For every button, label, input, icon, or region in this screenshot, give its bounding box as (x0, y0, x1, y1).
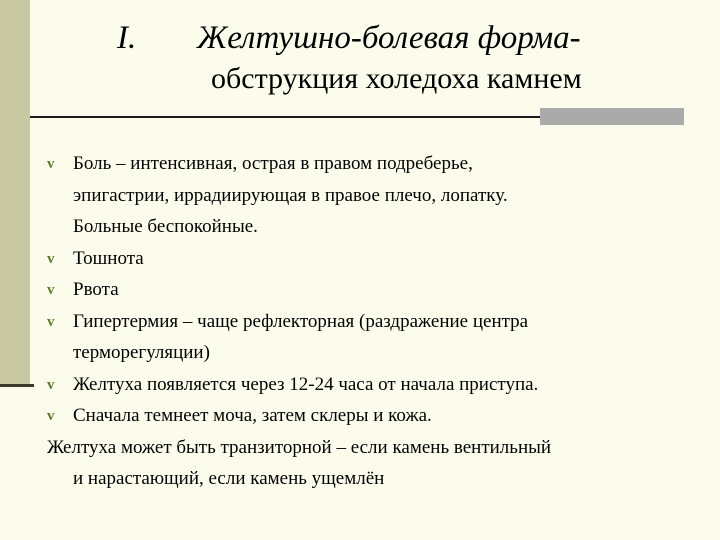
bullet-text-line: Желтуха появляется через 12-24 часа от начала приступа. (73, 373, 539, 395)
bullet-text-line: терморегуляции) (73, 342, 210, 363)
slide-body (47, 148, 717, 495)
title-underline-box (540, 108, 684, 125)
note-text-line: и нарастающий, если камень ущемлён (73, 468, 385, 489)
note-text-line: Желтуха может быть транзиторной – если камень вентильный (47, 436, 552, 458)
checkmark-bullet-icon: v (47, 313, 55, 330)
bullet-text-line: Гипертермия – чаще рефлекторная (раздражение центра (73, 310, 529, 332)
bullet-item-hyperthermia (47, 306, 717, 369)
bullet-item-pain (47, 148, 717, 243)
checkmark-bullet-icon: v (47, 408, 55, 424)
bullet-text-line: эпигастрии, иррадиирующая в правое плечо, лопатку. (73, 184, 508, 206)
title-line-2: обструкция холедоха камнем (211, 62, 582, 95)
bullet-text-line: Сначала темнеет моча, затем склеры и кожа. (73, 405, 432, 426)
bullet-text-line: Боль – интенсивная, острая в правом подреберье, (73, 153, 473, 174)
checkmark-bullet-icon: v (47, 156, 55, 172)
bullet-text-line: Тошнота (73, 247, 144, 269)
left-accent-line (0, 384, 34, 387)
bullet-text-line: Рвота (73, 279, 119, 300)
bullet-text-line: Больные беспокойные. (73, 216, 258, 237)
checkmark-bullet-icon: v (47, 282, 55, 298)
closing-note (47, 432, 717, 495)
title-underline (30, 116, 540, 118)
title-number: I. (117, 20, 137, 56)
bullet-item-urine (47, 400, 717, 432)
bullet-item-nausea (47, 243, 717, 275)
checkmark-bullet-icon: v (47, 250, 55, 267)
title-line-1: Желтушно-болевая форма- (197, 20, 581, 56)
bullet-item-jaundice-onset (47, 369, 717, 401)
bullet-item-vomiting (47, 274, 717, 306)
checkmark-bullet-icon: v (47, 376, 55, 393)
left-accent-bar (0, 0, 30, 384)
